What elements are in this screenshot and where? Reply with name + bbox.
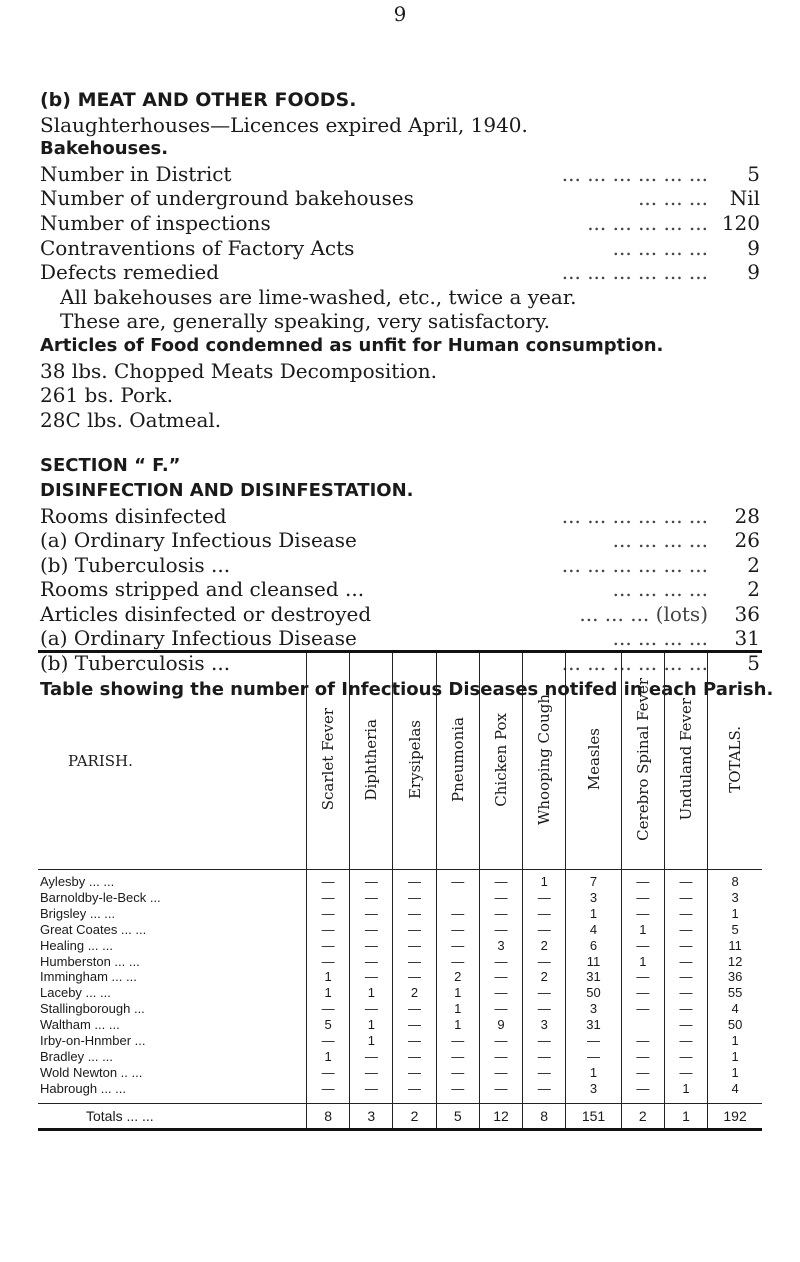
bakehouse-value: 9: [747, 260, 760, 285]
table-row: [38, 890, 762, 906]
table-cell: 1: [436, 1001, 479, 1017]
table-cell: —: [350, 870, 393, 890]
table-cell: —: [393, 1081, 436, 1103]
table-cell: —: [479, 870, 522, 890]
table-row: [38, 1017, 762, 1033]
table-row: [38, 1081, 762, 1103]
bakehouse-label: Number of underground bakehouses: [40, 186, 414, 211]
table-cell: —: [393, 1065, 436, 1081]
table-cell: 3: [523, 1017, 566, 1033]
table-cell: —: [436, 1065, 479, 1081]
disinfection-label: (a) Ordinary Infectious Disease: [40, 528, 357, 553]
condemned-item: 38 lbs. Chopped Meats Decomposition.: [40, 358, 438, 383]
parish-name: Bradley ... ...: [40, 1048, 113, 1064]
table-cell: 1: [350, 985, 393, 1001]
bakehouse-note-2: These are, generally speaking, very satisfactory.: [60, 309, 550, 334]
disinfection-label: Rooms disinfected: [40, 503, 227, 528]
column-header: [479, 652, 522, 870]
bakehouse-label: Contraventions of Factory Acts: [40, 235, 355, 260]
disinfection-value: 31: [734, 626, 760, 651]
total-cell: 151: [566, 1103, 621, 1129]
table-cell: 11: [566, 954, 621, 970]
table-cell: —: [307, 1033, 350, 1049]
bakehouse-value: 120: [721, 210, 760, 235]
table-cell: 1: [664, 1081, 707, 1103]
table-row: [38, 969, 762, 985]
column-header-label: Pneumonia: [448, 717, 467, 802]
column-header-label: Cerebro Spinal Fever: [633, 678, 652, 841]
table-cell: —: [350, 954, 393, 970]
dot-leader: ... ... ... (lots): [579, 601, 708, 626]
table-cell: 1: [523, 870, 566, 890]
column-header: [664, 652, 707, 870]
parish-name: Waltham ... ...: [40, 1017, 120, 1033]
total-cell: 3: [350, 1103, 393, 1129]
table-cell: 4: [708, 1081, 762, 1103]
table-cell: —: [479, 985, 522, 1001]
table-cell: —: [664, 1033, 707, 1049]
total-cell: 12: [479, 1103, 522, 1129]
table-cell: 1: [708, 1049, 762, 1065]
table-row: [38, 985, 762, 1001]
column-header: [307, 652, 350, 870]
table-cell: —: [621, 890, 664, 906]
parish-name: Stallingborough ...: [40, 1001, 145, 1017]
table-body: [38, 870, 762, 1104]
table-cell: —: [664, 969, 707, 985]
column-header-label: Measles: [584, 728, 603, 791]
bakehouse-row: [40, 260, 760, 285]
dot-leader: ... ... ... ... ... ...: [561, 552, 708, 577]
total-cell: 2: [393, 1103, 436, 1129]
parish-name: Great Coates ... ...: [40, 921, 147, 937]
bakehouse-row: [40, 211, 760, 236]
table-cell: 3: [566, 1081, 621, 1103]
disinfection-value: 36: [734, 601, 760, 626]
table-cell: 1: [307, 969, 350, 985]
table-cell: —: [621, 1033, 664, 1049]
column-header-label: Chicken Pox: [491, 712, 510, 807]
table-cell: —: [350, 1001, 393, 1017]
table-row: [38, 1065, 762, 1081]
table-row: [38, 1049, 762, 1065]
table-cell: —: [621, 870, 664, 890]
table-cell: 11: [708, 938, 762, 954]
table-cell: [436, 890, 479, 906]
totals-row: [38, 1103, 762, 1129]
table-cell: —: [350, 969, 393, 985]
total-cell: 5: [436, 1103, 479, 1129]
disinfection-label: (b) Tuberculosis ...: [40, 651, 231, 676]
column-header: [566, 652, 621, 870]
table-cell: —: [436, 922, 479, 938]
table-cell: —: [307, 870, 350, 890]
table-cell: —: [566, 1033, 621, 1049]
table-cell: —: [479, 1001, 522, 1017]
dot-leader: ... ... ... ... ... ...: [561, 161, 708, 186]
table-cell: —: [350, 938, 393, 954]
table-cell: —: [393, 954, 436, 970]
table-cell: —: [664, 870, 707, 890]
table-cell: —: [621, 1001, 664, 1017]
dot-leader: ... ... ...: [638, 186, 708, 211]
table-cell: —: [523, 954, 566, 970]
table-cell: 3: [479, 938, 522, 954]
table-cell: 1: [566, 906, 621, 922]
table-cell: —: [350, 922, 393, 938]
disinfection-row: [40, 577, 760, 602]
section-f-subheading: DISINFECTION AND DISINFESTATION.: [40, 479, 414, 501]
table-cell: 1: [708, 1065, 762, 1081]
table-cell: —: [479, 1065, 522, 1081]
bakehouses-heading: Bakehouses.: [40, 138, 169, 160]
disinfection-row: [40, 553, 760, 578]
parish-name: Humberston ... ...: [40, 953, 140, 969]
column-header: [523, 652, 566, 870]
total-cell: 8: [523, 1103, 566, 1129]
table-cell: —: [307, 1081, 350, 1103]
table-cell: 50: [708, 1017, 762, 1033]
disinfection-label: Rooms stripped and cleansed ...: [40, 577, 365, 602]
column-header-label: Diphtheria: [362, 718, 381, 801]
table-cell: —: [664, 922, 707, 938]
table-cell: —: [664, 1065, 707, 1081]
table-cell: —: [307, 890, 350, 906]
table-row: [38, 938, 762, 954]
table-cell: —: [479, 1033, 522, 1049]
table-cell: 2: [523, 938, 566, 954]
table-cell: —: [621, 938, 664, 954]
parish-name: Aylesby ... ...: [40, 874, 115, 889]
totals-label: Totals ... ...: [38, 1103, 307, 1129]
column-header-label: Erysipelas: [405, 719, 424, 799]
table-cell: [621, 1017, 664, 1033]
column-header: [350, 652, 393, 870]
table-cell: —: [664, 954, 707, 970]
table-cell: —: [523, 1065, 566, 1081]
condemned-item: 261 bs. Pork.: [40, 383, 174, 408]
table-cell: —: [307, 938, 350, 954]
table-cell: —: [393, 1033, 436, 1049]
total-cell: 8: [307, 1103, 350, 1129]
table-cell: 4: [708, 1001, 762, 1017]
disinfection-label: (a) Ordinary Infectious Disease: [40, 626, 357, 651]
table-cell: 1: [350, 1017, 393, 1033]
table-cell: 2: [393, 985, 436, 1001]
bakehouse-row: [40, 186, 760, 211]
table-cell: —: [436, 1049, 479, 1065]
table-cell: —: [523, 906, 566, 922]
table-cell: 1: [708, 1033, 762, 1049]
parish-name: Barnoldby-le-Beck ...: [40, 889, 161, 905]
table-cell: 31: [566, 969, 621, 985]
table-cell: 5: [708, 922, 762, 938]
column-header: [393, 652, 436, 870]
table-row: [38, 1001, 762, 1017]
condemned-heading: Articles of Food condemned as unfit for Human consumption.: [40, 334, 664, 356]
table-cell: —: [566, 1049, 621, 1065]
table-cell: —: [307, 906, 350, 922]
parish-name: Brigsley ... ...: [40, 905, 116, 921]
table-row: [38, 906, 762, 922]
table-cell: —: [479, 922, 522, 938]
table-cell: —: [350, 1065, 393, 1081]
table-cell: —: [393, 906, 436, 922]
column-header: [708, 652, 762, 870]
table-cell: 50: [566, 985, 621, 1001]
column-header-label: Scarlet Fever: [319, 708, 338, 811]
table-cell: 1: [350, 1033, 393, 1049]
bakehouse-value: 5: [747, 161, 760, 186]
bakehouse-row: [40, 236, 760, 261]
table-cell: 9: [479, 1017, 522, 1033]
parish-name: Laceby ... ...: [40, 985, 111, 1001]
disinfection-value: 28: [734, 503, 760, 528]
dot-leader: ... ... ... ...: [612, 577, 708, 602]
table-cell: —: [621, 969, 664, 985]
disinfection-row: [40, 528, 760, 553]
section-f-heading: SECTION “ F.”: [40, 455, 181, 477]
table-cell: —: [393, 938, 436, 954]
table-cell: —: [307, 1065, 350, 1081]
table-cell: —: [393, 890, 436, 906]
dot-leader: ... ... ... ... ...: [587, 210, 708, 235]
table-cell: —: [393, 1001, 436, 1017]
table-cell: —: [479, 969, 522, 985]
table-cell: —: [436, 1081, 479, 1103]
column-header-label: Unduland Fever: [677, 698, 696, 821]
dot-leader: ... ... ... ...: [612, 528, 708, 553]
table-cell: —: [307, 922, 350, 938]
table-cell: 1: [708, 906, 762, 922]
table-cell: 2: [523, 969, 566, 985]
total-cell: 192: [708, 1103, 762, 1129]
table-cell: 2: [436, 969, 479, 985]
table-row: [38, 870, 762, 890]
disinfection-label: (b) Tuberculosis ...: [40, 552, 231, 577]
table-cell: 1: [436, 1017, 479, 1033]
table-cell: —: [393, 922, 436, 938]
disinfection-value: 5: [747, 651, 760, 676]
dot-leader: ... ... ... ... ... ...: [561, 260, 708, 285]
table-cell: —: [350, 906, 393, 922]
table-cell: —: [664, 938, 707, 954]
table-cell: —: [393, 870, 436, 890]
bakehouse-list: [40, 162, 760, 285]
table-cell: 8: [708, 870, 762, 890]
table-cell: 1: [307, 1049, 350, 1065]
table-cell: —: [350, 890, 393, 906]
table-cell: —: [436, 870, 479, 890]
table-cell: 1: [621, 922, 664, 938]
table-cell: 4: [566, 922, 621, 938]
disinfection-row: [40, 602, 760, 627]
disinfection-value: 26: [734, 528, 760, 553]
table-cell: 55: [708, 985, 762, 1001]
table-cell: 12: [708, 954, 762, 970]
bakehouse-value: Nil: [729, 186, 760, 211]
table-cell: 3: [708, 890, 762, 906]
table-cell: —: [307, 954, 350, 970]
table-cell: —: [523, 890, 566, 906]
column-header-label: Whooping Cough: [535, 693, 554, 825]
table-cell: —: [307, 1001, 350, 1017]
dot-leader: ... ... ... ... ... ...: [561, 651, 708, 676]
table-cell: —: [479, 906, 522, 922]
table-cell: —: [523, 985, 566, 1001]
disinfection-value: 2: [747, 577, 760, 602]
condemned-item: 28C lbs. Oatmeal.: [40, 407, 222, 432]
infectious-diseases-table: [38, 650, 774, 1131]
total-cell: 1: [664, 1103, 707, 1129]
table-cell: —: [664, 890, 707, 906]
table-cell: 7: [566, 870, 621, 890]
disinfection-row: [40, 626, 760, 651]
parish-header: PARISH.: [38, 652, 307, 870]
bakehouse-row: [40, 162, 760, 187]
table-cell: —: [664, 906, 707, 922]
bakehouse-label: Number in District: [40, 161, 232, 186]
table-cell: —: [664, 985, 707, 1001]
total-cell: 2: [621, 1103, 664, 1129]
table-cell: —: [393, 969, 436, 985]
bakehouse-value: 9: [747, 235, 760, 260]
table-cell: —: [350, 1049, 393, 1065]
column-header-label: TOTALS.: [726, 726, 745, 793]
parish-name: Irby-on-Hnmber ...: [40, 1033, 146, 1049]
table-header-row: [38, 652, 762, 870]
slaughterhouse-note: Slaughterhouses—Licences expired April, 1940.: [40, 112, 528, 137]
table-cell: —: [393, 1017, 436, 1033]
table-cell: 31: [566, 1017, 621, 1033]
table-cell: —: [523, 1033, 566, 1049]
table-cell: —: [436, 938, 479, 954]
table-cell: —: [621, 1049, 664, 1065]
table-cell: 1: [566, 1065, 621, 1081]
parish-name: Healing ... ...: [40, 937, 113, 953]
table-cell: 6: [566, 938, 621, 954]
table-cell: —: [393, 1049, 436, 1065]
table-title: Table showing the number of Infectious Diseases notifed in each Parish.: [40, 678, 774, 700]
page-number: 9: [393, 2, 407, 26]
dot-leader: ... ... ... ...: [612, 235, 708, 260]
parish-name: Wold Newton .. ...: [40, 1064, 143, 1080]
table-cell: —: [621, 1081, 664, 1103]
disinfection-value: 2: [747, 552, 760, 577]
bakehouse-label: Number of inspections: [40, 210, 271, 235]
table-cell: —: [523, 1081, 566, 1103]
disinfection-row: [40, 504, 760, 529]
text-block: [40, 88, 774, 702]
dot-leader: ... ... ... ... ... ...: [561, 503, 708, 528]
table-cell: —: [523, 1049, 566, 1065]
dot-leader: ... ... ... ...: [612, 626, 708, 651]
table-cell: —: [350, 1081, 393, 1103]
table-row: [38, 922, 762, 938]
parish-name: Immingham ... ...: [40, 969, 137, 985]
table-cell: —: [621, 985, 664, 1001]
disinfection-label: Articles disinfected or destroyed: [40, 601, 372, 626]
table-cell: —: [479, 1049, 522, 1065]
table-cell: —: [479, 1081, 522, 1103]
table-cell: —: [664, 1049, 707, 1065]
bakehouse-note-1: All bakehouses are lime-washed, etc., twice a year.: [60, 284, 577, 309]
table-cell: 1: [621, 954, 664, 970]
table-cell: —: [436, 954, 479, 970]
parish-name: Habrough ... ...: [40, 1080, 126, 1096]
table-cell: 3: [566, 1001, 621, 1017]
table-cell: 5: [307, 1017, 350, 1033]
column-header: [436, 652, 479, 870]
column-header: [621, 652, 664, 870]
table-cell: 1: [436, 985, 479, 1001]
table-cell: 3: [566, 890, 621, 906]
table-cell: —: [436, 906, 479, 922]
bakehouse-label: Defects remedied: [40, 260, 220, 285]
table-cell: —: [621, 906, 664, 922]
table-cell: 36: [708, 969, 762, 985]
table-cell: —: [523, 1001, 566, 1017]
table-cell: —: [664, 1001, 707, 1017]
table-cell: —: [523, 922, 566, 938]
table-row: [38, 1033, 762, 1049]
table-cell: 1: [307, 985, 350, 1001]
table-cell: —: [479, 890, 522, 906]
table-cell: —: [621, 1065, 664, 1081]
table-cell: —: [479, 954, 522, 970]
table-row: [38, 954, 762, 970]
table-cell: —: [436, 1033, 479, 1049]
meat-heading: (b) MEAT AND OTHER FOODS.: [40, 89, 357, 111]
table-cell: —: [664, 1017, 707, 1033]
